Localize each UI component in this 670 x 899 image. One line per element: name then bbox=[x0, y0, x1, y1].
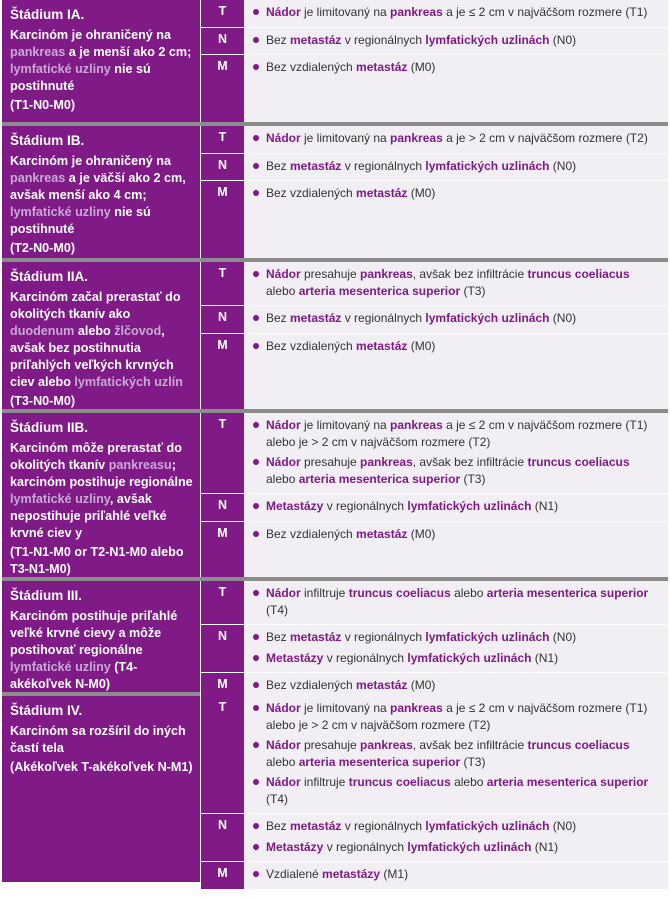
desc-segment: nie sú postihnuté bbox=[10, 205, 151, 236]
keyword: pankreas bbox=[390, 701, 443, 715]
criteria-item bbox=[250, 585, 662, 618]
keyword: pankreas bbox=[360, 455, 413, 469]
criteria-item bbox=[250, 526, 662, 543]
tnm-criteria bbox=[244, 581, 668, 624]
stage-description bbox=[2, 696, 200, 882]
keyword: pankreas bbox=[390, 5, 443, 19]
bullet-icon bbox=[253, 531, 259, 537]
tnm-criteria bbox=[244, 334, 668, 410]
tnm-row-t bbox=[200, 126, 668, 154]
highlight-term: lymfatické uzliny bbox=[10, 660, 111, 674]
highlight-term: pankreasu bbox=[108, 458, 172, 472]
stage-title: Štádium IB. bbox=[10, 133, 85, 148]
keyword: Nádor bbox=[266, 775, 301, 789]
keyword: metastáz bbox=[290, 311, 342, 325]
criteria-item bbox=[250, 677, 662, 694]
tnm-criteria bbox=[244, 181, 668, 258]
tnm-row-m bbox=[200, 55, 668, 122]
text-segment: (N1) bbox=[531, 839, 559, 854]
text-segment: v regionálnych bbox=[341, 311, 426, 325]
text-segment: v regionálnych bbox=[323, 499, 408, 513]
keyword: Nádor bbox=[266, 586, 301, 600]
desc-segment: Karcinóm postihuje priľahlé veľké krvné cievy a môže postihovať regionálne bbox=[10, 609, 178, 657]
tnm-rows bbox=[200, 696, 668, 882]
text-segment: (N1) bbox=[531, 499, 559, 513]
stage-block bbox=[2, 577, 668, 692]
criteria-item bbox=[250, 454, 662, 487]
text-segment: v regionálnych bbox=[341, 158, 426, 173]
stage-description bbox=[2, 0, 200, 122]
highlight-term: lymfatické uzliny bbox=[10, 62, 111, 76]
bullet-icon bbox=[253, 135, 259, 141]
bullet-icon bbox=[253, 271, 259, 277]
tnm-letter: T bbox=[200, 696, 244, 813]
bullet-icon bbox=[253, 37, 259, 43]
tnm-criteria bbox=[244, 28, 668, 55]
keyword: Nádor bbox=[266, 5, 301, 19]
keyword: truncus coeliacus bbox=[527, 267, 630, 281]
stage-title: Štádium IIB. bbox=[10, 420, 89, 435]
bullet-icon bbox=[253, 503, 259, 509]
text-segment: Bez vzdialených bbox=[266, 678, 357, 692]
bullet-icon bbox=[253, 422, 259, 428]
stage-title: Štádium IIA. bbox=[10, 269, 89, 284]
bullet-icon bbox=[253, 682, 259, 688]
tnm-criteria bbox=[244, 262, 668, 305]
stage-tnm-code: (T1-N0-M0) bbox=[10, 98, 76, 112]
text-segment: (M0) bbox=[407, 186, 436, 200]
tnm-letter: N bbox=[200, 814, 244, 861]
text-segment: presahuje bbox=[300, 455, 361, 469]
desc-segment: Karcinóm sa rozšíril do iných častí tela bbox=[10, 724, 186, 755]
text-segment: (T3) bbox=[460, 471, 486, 486]
text-segment: Vzdialené bbox=[266, 867, 323, 881]
keyword: pankreas bbox=[390, 131, 443, 145]
keyword: lymfatických uzlinách bbox=[425, 819, 550, 833]
tnm-row-n bbox=[200, 154, 668, 182]
tnm-row-n bbox=[200, 814, 668, 862]
text-segment: v regionálnych bbox=[341, 819, 426, 833]
keyword: arteria mesenterica superior bbox=[298, 471, 461, 486]
text-segment: , avšak bez infiltrácie bbox=[412, 267, 528, 281]
tnm-criteria bbox=[244, 413, 668, 493]
keyword: pankreas bbox=[360, 738, 413, 752]
criteria-item bbox=[250, 338, 662, 355]
stage-text bbox=[10, 28, 191, 93]
tnm-criteria bbox=[244, 306, 668, 333]
tnm-letter: M bbox=[200, 862, 244, 889]
tnm-row-t bbox=[200, 696, 668, 814]
stage-title: Štádium IV. bbox=[10, 703, 83, 718]
keyword: metastáz bbox=[356, 678, 408, 692]
stage-block bbox=[2, 692, 668, 882]
text-segment: je limitovaný na bbox=[300, 418, 391, 432]
tnm-letter: T bbox=[200, 413, 244, 493]
tnm-letter: M bbox=[200, 522, 244, 578]
tnm-letter: M bbox=[200, 181, 244, 258]
criteria-item bbox=[250, 839, 662, 856]
tnm-letter: T bbox=[200, 581, 244, 624]
keyword: Metastázy bbox=[266, 839, 324, 854]
keyword: Nádor bbox=[266, 455, 301, 469]
bullet-icon bbox=[253, 742, 259, 748]
tnm-criteria bbox=[244, 522, 668, 578]
text-segment: Bez bbox=[266, 32, 291, 47]
keyword: Metastázy bbox=[266, 650, 324, 665]
text-segment: je limitovaný na bbox=[300, 5, 391, 19]
tnm-letter: T bbox=[200, 126, 244, 153]
keyword: arteria mesenterica superior bbox=[298, 754, 461, 769]
highlight-term: duodenum bbox=[10, 324, 75, 338]
criteria-item bbox=[250, 650, 662, 667]
criteria-item bbox=[250, 818, 662, 835]
highlight-term: žlčovod bbox=[114, 324, 162, 338]
text-segment: je limitovaný na bbox=[300, 701, 391, 715]
tnm-row-n bbox=[200, 625, 668, 673]
tnm-row-n bbox=[200, 28, 668, 56]
stage-tnm-code: (T3-N0-M0) bbox=[10, 394, 76, 408]
keyword: lymfatických uzlinách bbox=[425, 630, 550, 644]
tnm-row-m bbox=[200, 522, 668, 578]
text-segment: Bez bbox=[266, 819, 291, 833]
highlight-term: pankreas bbox=[10, 171, 66, 185]
stage-text bbox=[10, 441, 193, 540]
criteria-item bbox=[250, 700, 662, 733]
text-segment: (M0) bbox=[407, 526, 436, 541]
text-segment: (N1) bbox=[531, 650, 559, 665]
tnm-letter: N bbox=[200, 306, 244, 333]
bullet-icon bbox=[253, 343, 259, 349]
keyword: lymfatických uzlinách bbox=[425, 32, 550, 47]
stage-block bbox=[2, 258, 668, 409]
criteria-item bbox=[250, 266, 662, 299]
text-segment: alebo bbox=[450, 586, 487, 600]
text-segment: Bez bbox=[266, 158, 291, 173]
tnm-rows bbox=[200, 581, 668, 692]
keyword: arteria mesenterica superior bbox=[486, 775, 649, 789]
tnm-letter: M bbox=[200, 55, 244, 122]
text-segment: alebo bbox=[266, 471, 299, 486]
stage-description bbox=[2, 581, 200, 692]
criteria-item bbox=[250, 629, 662, 646]
keyword: metastáz bbox=[356, 60, 408, 74]
criteria-item bbox=[250, 185, 662, 202]
keyword: Nádor bbox=[266, 738, 301, 752]
tnm-row-m bbox=[200, 181, 668, 258]
tnm-letter: N bbox=[200, 494, 244, 521]
text-segment: infiltruje bbox=[300, 586, 349, 600]
keyword: truncus coeliacus bbox=[527, 738, 630, 752]
keyword: metastáz bbox=[290, 32, 342, 47]
staging-table bbox=[2, 0, 668, 882]
text-segment: (N0) bbox=[549, 819, 577, 833]
criteria-item bbox=[250, 417, 662, 450]
bullet-icon bbox=[253, 823, 259, 829]
text-segment: Bez vzdialených bbox=[266, 60, 357, 74]
tnm-row-n bbox=[200, 306, 668, 334]
tnm-row-m bbox=[200, 862, 668, 889]
desc-segment: (T4-akékoľvek N-M0) bbox=[10, 660, 138, 691]
desc-segment: nie sú postihnuté bbox=[10, 62, 151, 93]
tnm-row-n bbox=[200, 494, 668, 522]
stage-description bbox=[2, 413, 200, 577]
stage-text bbox=[10, 609, 177, 691]
keyword: Nádor bbox=[266, 701, 301, 715]
keyword: Metastázy bbox=[266, 499, 324, 513]
tnm-row-t bbox=[200, 0, 668, 28]
criteria-item bbox=[250, 59, 662, 76]
bullet-icon bbox=[253, 634, 259, 640]
desc-segment: Karcinóm môže prerastať do okolitých tkanív bbox=[10, 441, 182, 472]
keyword: truncus coeliacus bbox=[527, 455, 630, 469]
stage-block bbox=[2, 0, 668, 122]
text-segment: v regionálnych bbox=[341, 630, 426, 644]
text-segment: v regionálnych bbox=[323, 650, 408, 665]
text-segment: (N0) bbox=[549, 311, 577, 325]
keyword: metastáz bbox=[290, 819, 342, 833]
text-segment: (M0) bbox=[407, 338, 436, 353]
stage-text bbox=[10, 290, 183, 389]
text-segment: v regionálnych bbox=[341, 32, 426, 47]
criteria-item bbox=[250, 158, 662, 175]
highlight-term: pankreas bbox=[10, 45, 66, 59]
desc-segment: Karcinóm začal prerastať do okolitých tkanív ako bbox=[10, 290, 181, 321]
bullet-icon bbox=[253, 190, 259, 196]
keyword: truncus coeliacus bbox=[348, 775, 451, 789]
keyword: metastáz bbox=[356, 526, 408, 541]
text-segment: Bez vzdialených bbox=[266, 338, 357, 353]
criteria-item bbox=[250, 32, 662, 49]
keyword: arteria mesenterica superior bbox=[298, 283, 461, 298]
text-segment: (N0) bbox=[549, 630, 577, 644]
tnm-criteria bbox=[244, 55, 668, 122]
tnm-row-t bbox=[200, 581, 668, 625]
text-segment: presahuje bbox=[300, 738, 361, 752]
stage-block bbox=[2, 409, 668, 577]
tnm-criteria bbox=[244, 862, 668, 889]
text-segment: Bez vzdialených bbox=[266, 186, 357, 200]
highlight-term: lymfatických uzlín bbox=[74, 375, 183, 389]
keyword: Nádor bbox=[266, 131, 301, 145]
text-segment: infiltruje bbox=[300, 775, 349, 789]
stage-text bbox=[10, 154, 186, 236]
bullet-icon bbox=[253, 655, 259, 661]
bullet-icon bbox=[253, 315, 259, 321]
highlight-term: lymfatické uzliny bbox=[10, 492, 110, 506]
text-segment: Bez bbox=[266, 630, 291, 644]
tnm-row-t bbox=[200, 413, 668, 494]
tnm-letter: M bbox=[200, 334, 244, 410]
text-segment: Bez bbox=[266, 311, 291, 325]
text-segment: a je ≤ 2 cm v najväčšom rozmere (T1) alebo je > 2 cm v najväčšom rozmere (T2) bbox=[266, 701, 648, 732]
tnm-criteria bbox=[244, 154, 668, 181]
bullet-icon bbox=[253, 779, 259, 785]
desc-segment: ; karcinóm postihuje regionálne bbox=[10, 458, 193, 489]
tnm-letter: N bbox=[200, 625, 244, 672]
criteria-item bbox=[250, 866, 662, 883]
tnm-letter: T bbox=[200, 0, 244, 27]
text-segment: (N0) bbox=[549, 158, 577, 173]
criteria-item bbox=[250, 130, 662, 147]
text-segment: a je ≤ 2 cm v najväčšom rozmere (T1) alebo je > 2 cm v najväčšom rozmere (T2) bbox=[266, 418, 648, 449]
stage-title: Štádium III. bbox=[10, 588, 83, 603]
stage-block bbox=[2, 122, 668, 258]
stage-description bbox=[2, 126, 200, 258]
criteria-item bbox=[250, 774, 662, 807]
keyword: Nádor bbox=[266, 418, 301, 432]
bullet-icon bbox=[253, 590, 259, 596]
text-segment: (T3) bbox=[460, 283, 486, 298]
keyword: lymfatických uzlinách bbox=[425, 311, 550, 325]
tnm-criteria bbox=[244, 625, 668, 672]
keyword: lymfatických uzlinách bbox=[407, 650, 532, 665]
keyword: arteria mesenterica superior bbox=[486, 586, 649, 600]
tnm-letter: N bbox=[200, 154, 244, 181]
tnm-criteria bbox=[244, 696, 668, 813]
text-segment: v regionálnych bbox=[323, 839, 408, 854]
text-segment: (T3) bbox=[460, 754, 486, 769]
text-segment: (N0) bbox=[549, 32, 577, 47]
keyword: metastáz bbox=[356, 186, 408, 200]
desc-segment: , avšak nepostihuje priľahlé veľké krvné ciev y bbox=[10, 492, 167, 540]
keyword: Nádor bbox=[266, 267, 301, 281]
text-segment: (T4) bbox=[266, 602, 288, 617]
text-segment: , avšak bez infiltrácie bbox=[412, 738, 528, 752]
desc-segment: alebo bbox=[74, 324, 115, 338]
criteria-item bbox=[250, 498, 662, 515]
tnm-row-t bbox=[200, 262, 668, 306]
bullet-icon bbox=[253, 844, 259, 850]
stage-description bbox=[2, 262, 200, 409]
criteria-item bbox=[250, 4, 662, 21]
keyword: lymfatických uzlinách bbox=[425, 158, 550, 173]
text-segment: a je ≤ 2 cm v najväčšom rozmere (T1) bbox=[442, 5, 648, 19]
stage-text bbox=[10, 724, 186, 755]
text-segment: , avšak bez infiltrácie bbox=[412, 455, 528, 469]
text-segment: alebo bbox=[450, 775, 487, 789]
keyword: metastáz bbox=[290, 630, 342, 644]
bullet-icon bbox=[253, 9, 259, 15]
text-segment: Bez vzdialených bbox=[266, 526, 357, 541]
keyword: metastázy bbox=[322, 867, 381, 881]
desc-segment: Karcinóm je ohraničený na bbox=[10, 154, 171, 168]
highlight-term: lymfatické uzliny bbox=[10, 205, 111, 219]
keyword: lymfatických uzlinách bbox=[407, 839, 532, 854]
desc-segment: a je väčší ako 2 cm, avšak menší ako 4 cm; bbox=[10, 171, 186, 202]
desc-segment: Karcinóm je ohraničený na bbox=[10, 28, 171, 42]
keyword: pankreas bbox=[390, 418, 443, 432]
keyword: truncus coeliacus bbox=[348, 586, 451, 600]
keyword: metastáz bbox=[356, 338, 408, 353]
tnm-rows bbox=[200, 413, 668, 577]
tnm-criteria bbox=[244, 814, 668, 861]
text-segment: je limitovaný na bbox=[300, 131, 391, 145]
tnm-letter: M bbox=[200, 673, 244, 700]
keyword: lymfatických uzlinách bbox=[407, 499, 532, 513]
tnm-letter: T bbox=[200, 262, 244, 305]
text-segment: (M0) bbox=[407, 678, 436, 692]
bullet-icon bbox=[253, 705, 259, 711]
stage-tnm-code: (Akékoľvek T-akékoľvek N-M1) bbox=[10, 760, 193, 774]
keyword: pankreas bbox=[360, 267, 413, 281]
bullet-icon bbox=[253, 163, 259, 169]
text-segment: (T4) bbox=[266, 791, 288, 806]
criteria-item bbox=[250, 310, 662, 327]
tnm-criteria bbox=[244, 494, 668, 521]
bullet-icon bbox=[253, 64, 259, 70]
desc-segment: , avšak bez postihnutia priľahlých veľkých krvných ciev alebo bbox=[10, 324, 174, 389]
stage-tnm-code: (T1-N1-M0 or T2-N1-M0 alebo T3-N1-M0) bbox=[10, 545, 184, 576]
bullet-icon bbox=[253, 871, 259, 877]
bullet-icon bbox=[253, 459, 259, 465]
tnm-criteria bbox=[244, 126, 668, 153]
tnm-letter: N bbox=[200, 28, 244, 55]
text-segment: (M0) bbox=[407, 60, 436, 74]
stage-tnm-code: (T2-N0-M0) bbox=[10, 241, 76, 255]
keyword: metastáz bbox=[290, 158, 342, 173]
criteria-item bbox=[250, 737, 662, 770]
text-segment: a je > 2 cm v najväčšom rozmere (T2) bbox=[442, 131, 648, 145]
desc-segment: a je menší ako 2 cm; bbox=[65, 45, 192, 59]
tnm-rows bbox=[200, 0, 668, 122]
text-segment: presahuje bbox=[300, 267, 361, 281]
tnm-rows bbox=[200, 126, 668, 258]
text-segment: alebo bbox=[266, 283, 299, 298]
tnm-rows bbox=[200, 262, 668, 409]
text-segment: alebo bbox=[266, 754, 299, 769]
stage-title: Štádium IA. bbox=[10, 7, 85, 22]
tnm-criteria bbox=[244, 0, 668, 27]
text-segment: (M1) bbox=[380, 867, 409, 881]
tnm-row-m bbox=[200, 334, 668, 410]
